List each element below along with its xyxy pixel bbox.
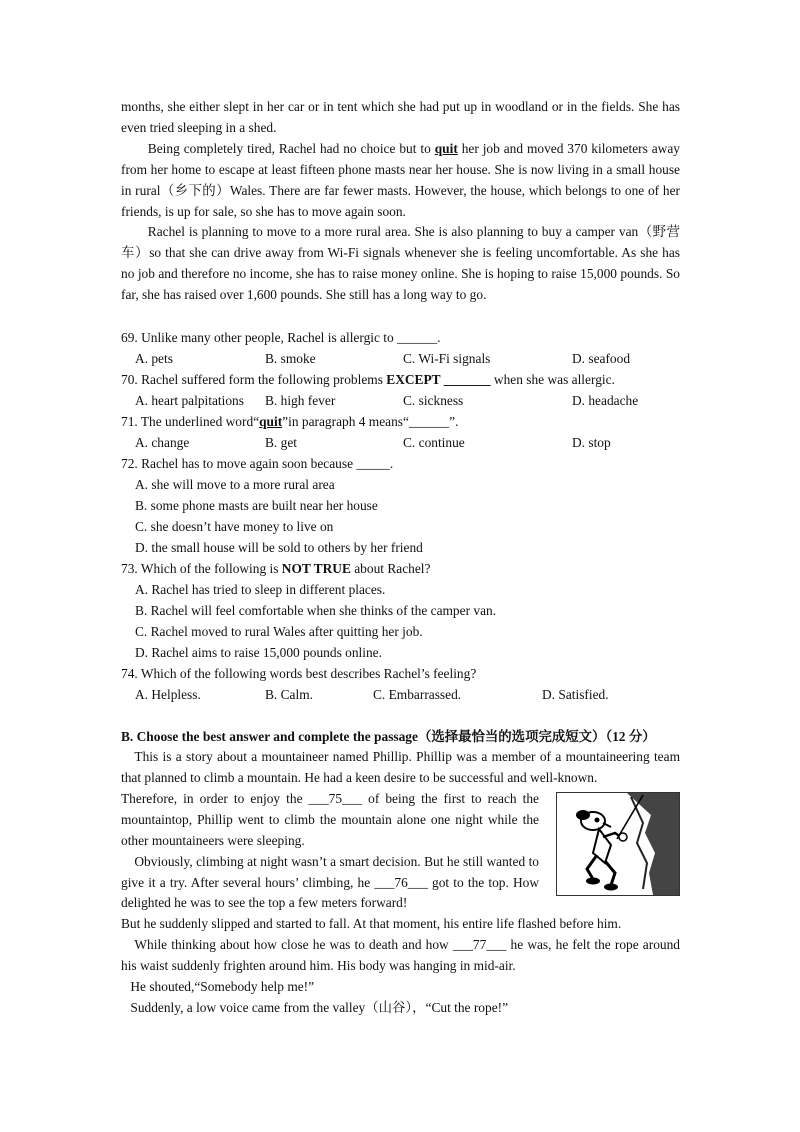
passage-b-paragraph-1: This is a story about a mountaineer named Phillip. Phillip was a member of a mountaineering team that planned to climb a mountain. He had a keen desire to be successful and well-known. [121,749,680,785]
option-d[interactable]: D. Rachel aims to raise 15,000 pounds online. [135,645,382,661]
option-b[interactable]: B. some phone masts are built near her house [135,498,378,514]
question-69-stem: 69. Unlike many other people, Rachel is allergic to ______. [121,330,441,346]
passage-b-paragraph-2b: But he suddenly slipped and started to fall. At that moment, his entire life flashed before him. [121,916,622,932]
question-73-stem: 73. Which of the following is NOT TRUE about Rachel? [121,561,431,577]
question-69-options [121,348,680,369]
option-c[interactable]: C. Embarrassed. [373,687,462,703]
passage-b-paragraph-5: Suddenly, a low voice came from the valley（山谷），“Cut the rope!” [130,999,509,1015]
option-b[interactable]: B. Rachel will feel comfortable when she thinks of the camper van. [135,603,497,619]
question-74-options [121,684,680,705]
option-c[interactable]: C. Wi-Fi signals [403,351,491,367]
question-72-stem: 72. Rachel has to move again soon because _____. [121,456,394,472]
exam-page [121,97,680,1019]
passage-b-paragraph-3: While thinking about how close he was to death and how ___77___ he was, he felt the rope around his waist suddenly frighten around him. His body was hanging in mid-air. [121,937,680,974]
passage-a-paragraph-3: Rachel is planning to move to a more rural area. She is also planning to buy a camper van（野营车）so that she can drive away from Wi-Fi signals whenever she is feeling uncomfortable. As she has no job and therefore no income, she has to raise money online. She is hoping to raise 15,000 pounds. So far, she has raised over 1,600 pounds. She still has a long way to go. [121,224,680,303]
option-b[interactable]: B. get [265,435,297,451]
option-b[interactable]: B. smoke [265,351,316,367]
section-b-title: B. Choose the best answer and complete the passage（选择最恰当的选项完成短文）（12 分） [121,729,656,745]
option-d[interactable]: D. seafood [572,351,631,367]
option-a[interactable]: A. Helpless. [135,687,201,703]
option-c[interactable]: C. Rachel moved to rural Wales after quitting her job. [135,624,423,640]
option-b[interactable]: B. high fever [265,393,336,409]
option-a[interactable]: A. Rachel has tried to sleep in different places. [135,582,386,598]
question-70-stem: 70. Rachel suffered form the following problems EXCEPT _______ when she was allergic. [121,372,615,388]
passage-b-paragraph-1b: Therefore, in order to enjoy the ___75___ of being the first to reach the mountaintop, Phillip went to climb the mountain alone one night while the other mountaineers were sleeping. [121,790,539,848]
passage-a-paragraph-2: Being completely tired, Rachel had no choice but to quit her job and moved 370 kilometers away from her home to escape at least fifteen phone masts near her house. She is now living in a small house in rural（乡下的）Wales. There are far fewer masts. However, the house, which belongs to one of her friends, is up for sale, so she has to move again soon. [121,140,680,219]
option-d[interactable]: D. headache [572,393,639,409]
passage-b-paragraph-2: Obviously, climbing at night wasn’t a smart decision. But he still wanted to give it a try. After several hours’ climbing, he ___76___ got to the top. How delighted he was to see the top a few meters forward! [121,853,539,911]
option-c[interactable]: C. she doesn’t have money to live on [135,519,334,535]
option-b[interactable]: B. Calm. [265,687,313,703]
passage-b-wrap [121,789,680,914]
question-70-options [121,390,680,411]
option-d[interactable]: D. Satisfied. [542,687,609,703]
option-d[interactable]: D. the small house will be sold to others by her friend [135,540,423,556]
passage-b-paragraph-4: He shouted,“Somebody help me!” [130,979,315,995]
option-a[interactable]: A. pets [135,351,173,367]
option-c[interactable]: C. continue [403,435,465,451]
passage-a-paragraph-1: months, she either slept in her car or in tent which she had put up in woodland or in the fields. She has even tried sleeping in a shed. [121,99,680,135]
underlined-word-quit: quit [434,140,458,156]
option-d[interactable]: D. stop [572,435,611,451]
option-a[interactable]: A. she will move to a more rural area [135,477,335,493]
climber-illustration [556,792,680,896]
question-71-options [121,432,680,453]
question-74-stem: 74. Which of the following words best describes Rachel’s feeling? [121,666,477,682]
climber-cartoon-icon [557,793,679,895]
option-a[interactable]: A. change [135,435,190,451]
option-c[interactable]: C. sickness [403,393,464,409]
option-a[interactable]: A. heart palpitations [135,393,244,409]
question-71-stem: 71. The underlined word“quit”in paragraph 4 means“______”. [121,414,459,430]
